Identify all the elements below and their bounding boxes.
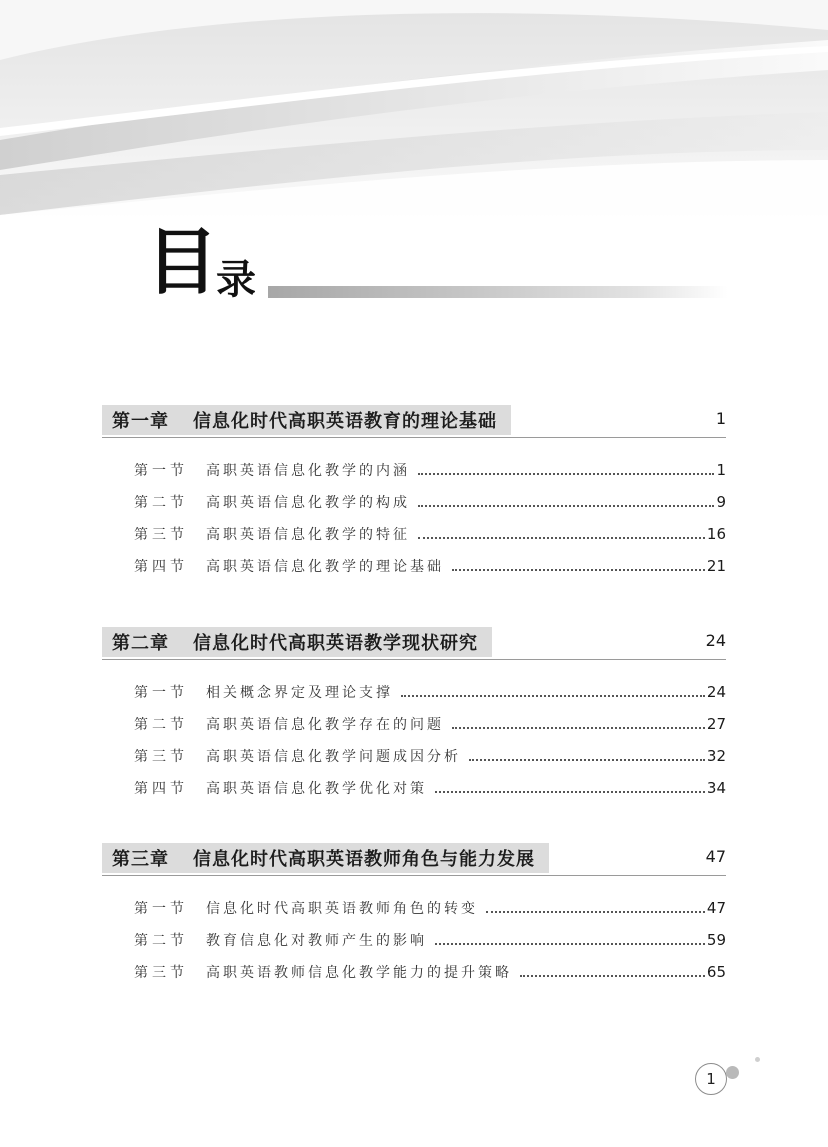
- section-number: 第二节: [134, 717, 188, 733]
- section-page-number: 65: [706, 963, 726, 981]
- section-title: 高职英语信息化教学问题成因分析: [206, 749, 461, 765]
- section-page-number: 47: [706, 899, 726, 917]
- section-number: 第三节: [134, 527, 188, 543]
- chapter-title: 信息化时代高职英语教师角色与能力发展: [193, 849, 535, 870]
- section-number: 第三节: [134, 965, 188, 981]
- dot-leader: [486, 910, 705, 913]
- section-page-number: 16: [706, 525, 726, 543]
- chapter-band: [102, 843, 549, 873]
- section-title: 高职英语信息化教学的内涵: [206, 463, 410, 479]
- dot-leader: [452, 726, 705, 729]
- chapter-band: [102, 405, 511, 435]
- section-page-number: 59: [706, 931, 726, 949]
- title-underline-bar: [268, 286, 728, 298]
- title-sub-char: 录: [216, 256, 256, 303]
- section-page-number: 1: [716, 461, 726, 479]
- section-entry[interactable]: [102, 956, 726, 988]
- section-number: 第二节: [134, 933, 188, 949]
- dot-leader: [418, 472, 714, 475]
- section-number: 第四节: [134, 559, 188, 575]
- chapter-page-number: 24: [705, 631, 726, 650]
- section-list: [102, 676, 726, 804]
- page-number-badge: [695, 1063, 727, 1095]
- section-title: 相关概念界定及理论支撑: [206, 685, 393, 701]
- dot-leader: [435, 942, 705, 945]
- section-number: 第三节: [134, 749, 188, 765]
- chapter-number: 第一章: [112, 411, 169, 432]
- chapter-title: 信息化时代高职英语教学现状研究: [193, 633, 478, 654]
- chapter-3: [102, 843, 726, 988]
- chapter-heading[interactable]: [102, 627, 726, 660]
- chapter-1: [102, 405, 726, 582]
- decorative-dot: [755, 1057, 760, 1062]
- section-entry[interactable]: [102, 740, 726, 772]
- section-entry[interactable]: [102, 772, 726, 804]
- section-page-number: 24: [706, 683, 726, 701]
- section-entry[interactable]: [102, 676, 726, 708]
- section-title: 高职英语信息化教学的理论基础: [206, 559, 444, 575]
- chapter-number: 第三章: [112, 849, 169, 870]
- chapter-number: 第二章: [112, 633, 169, 654]
- decorative-swoosh-header: [0, 0, 828, 304]
- section-title: 高职英语信息化教学存在的问题: [206, 717, 444, 733]
- section-entry[interactable]: [102, 892, 726, 924]
- section-number: 第一节: [134, 463, 188, 479]
- section-number: 第二节: [134, 495, 188, 511]
- decorative-dot: [726, 1066, 739, 1079]
- chapter-2: [102, 627, 726, 804]
- section-title: 教育信息化对教师产生的影响: [206, 933, 427, 949]
- dot-leader: [418, 504, 714, 507]
- chapter-page-number: 47: [705, 847, 726, 866]
- dot-leader: [520, 974, 705, 977]
- dot-leader: [401, 694, 705, 697]
- title-main-char: 目: [146, 219, 219, 304]
- section-number: 第一节: [134, 685, 188, 701]
- chapter-heading[interactable]: [102, 843, 726, 876]
- dot-leader: [452, 568, 705, 571]
- section-title: 高职英语教师信息化教学能力的提升策略: [206, 965, 512, 981]
- dot-leader: [435, 790, 705, 793]
- section-page-number: 34: [706, 779, 726, 797]
- section-entry[interactable]: [102, 708, 726, 740]
- section-list: [102, 454, 726, 582]
- chapter-band: [102, 627, 492, 657]
- dot-leader: [418, 536, 705, 539]
- dot-leader: [469, 758, 705, 761]
- section-page-number: 32: [706, 747, 726, 765]
- chapter-title: 信息化时代高职英语教育的理论基础: [193, 411, 497, 432]
- section-number: 第一节: [134, 901, 188, 917]
- section-entry[interactable]: [102, 924, 726, 956]
- page-number: 1: [706, 1070, 716, 1088]
- section-page-number: 9: [716, 493, 726, 511]
- section-page-number: 27: [706, 715, 726, 733]
- section-title: 高职英语信息化教学的特征: [206, 527, 410, 543]
- section-title: 信息化时代高职英语教师角色的转变: [206, 901, 478, 917]
- section-entry[interactable]: [102, 518, 726, 550]
- section-title: 高职英语信息化教学的构成: [206, 495, 410, 511]
- chapter-heading[interactable]: [102, 405, 726, 438]
- section-entry[interactable]: [102, 550, 726, 582]
- section-number: 第四节: [134, 781, 188, 797]
- section-page-number: 21: [706, 557, 726, 575]
- section-entry[interactable]: [102, 454, 726, 486]
- section-entry[interactable]: [102, 486, 726, 518]
- chapter-page-number: 1: [715, 409, 726, 428]
- section-list: [102, 892, 726, 988]
- section-title: 高职英语信息化教学优化对策: [206, 781, 427, 797]
